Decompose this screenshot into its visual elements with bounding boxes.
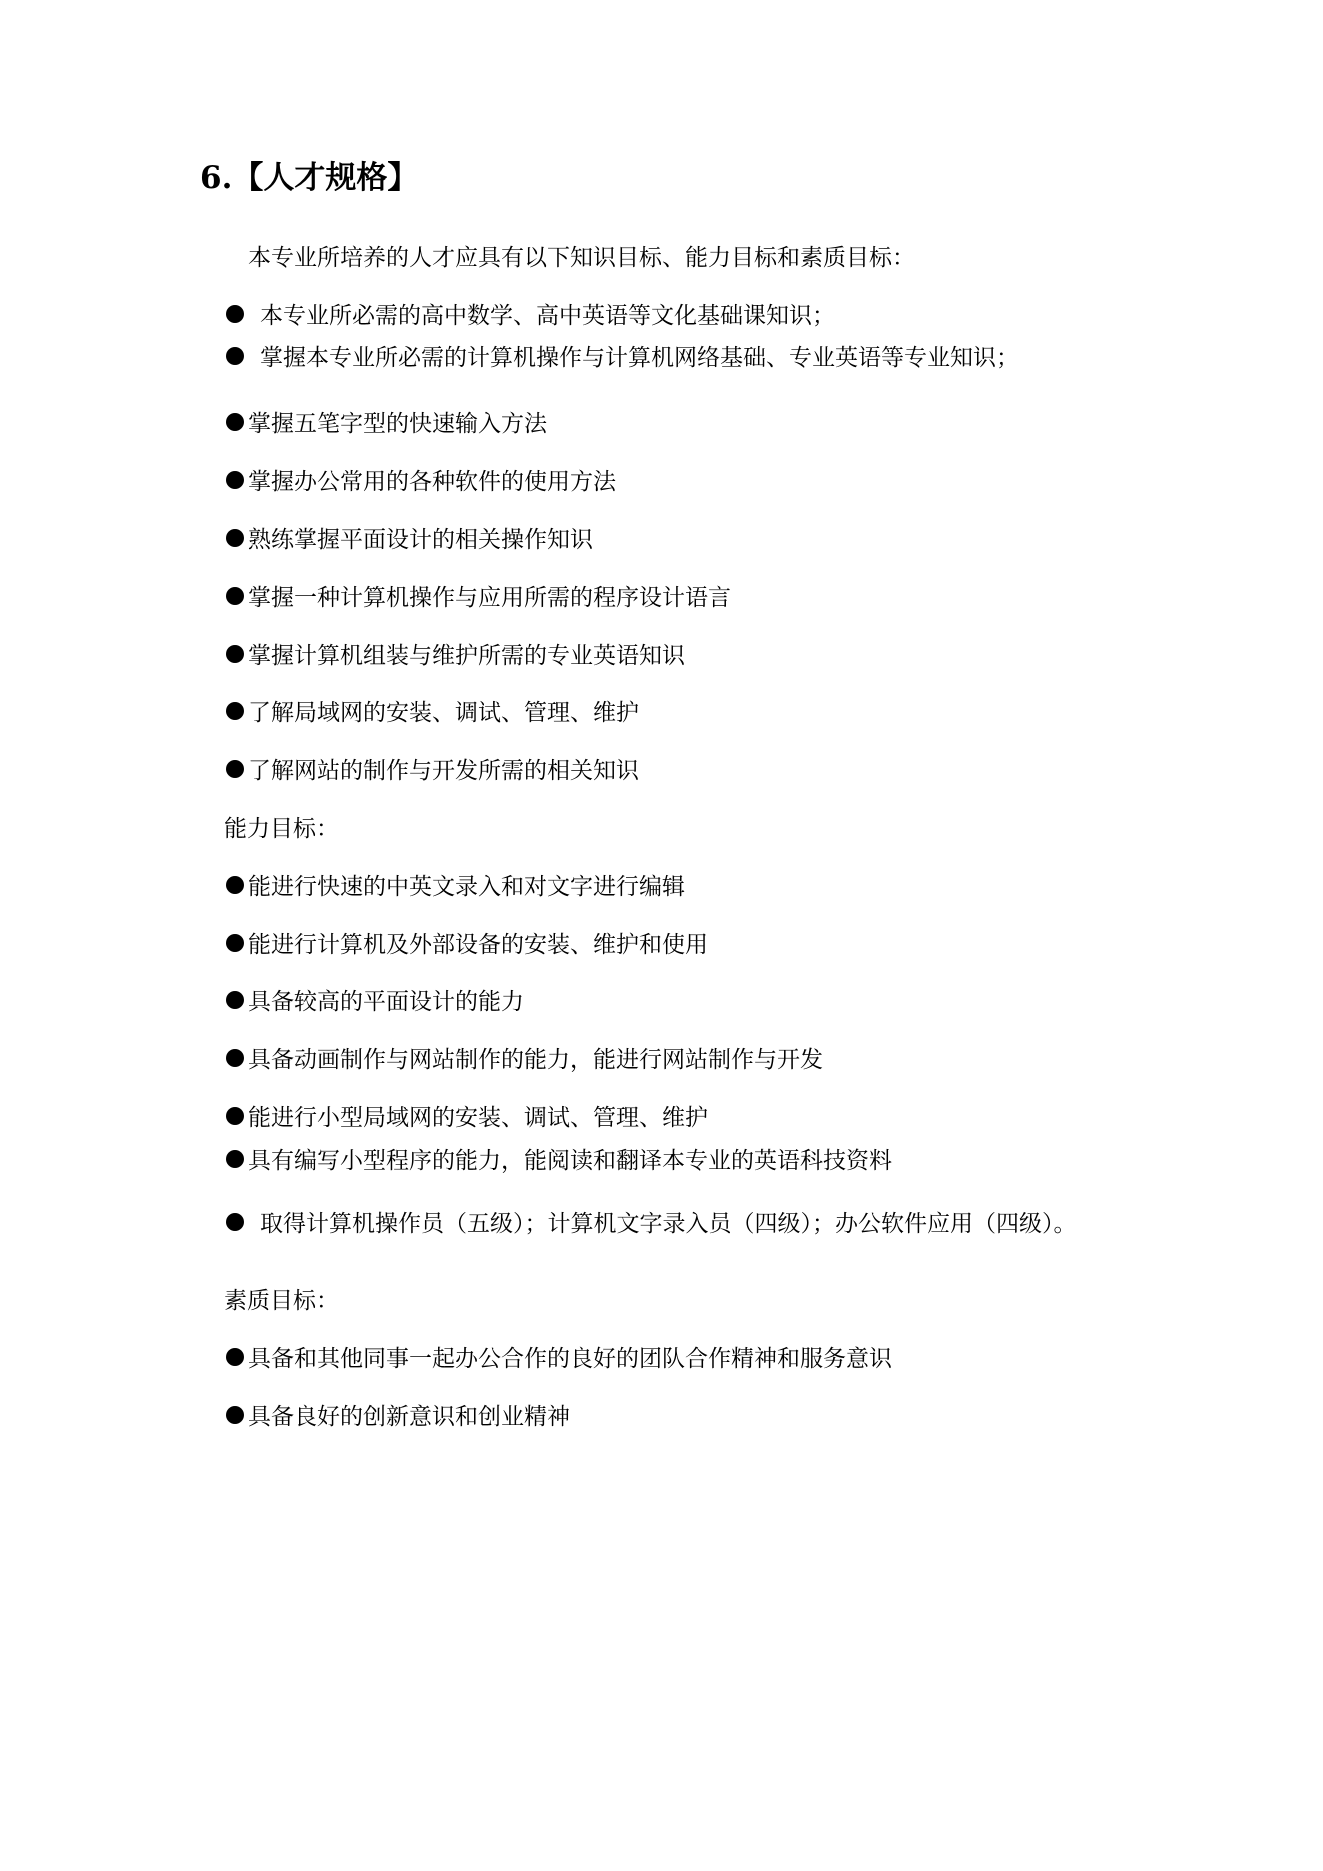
list-item: 具有编写小型程序的能力，能阅读和翻译本专业的英语科技资料 [224, 1145, 892, 1177]
bullet-icon [224, 873, 248, 897]
list-item: 能进行计算机及外部设备的安装、维护和使用 [224, 929, 708, 961]
list-item: 具备和其他同事一起办公合作的良好的团队合作精神和服务意识 [224, 1343, 892, 1375]
list-item: 掌握办公常用的各种软件的使用方法 [224, 466, 616, 498]
bullet-icon [224, 1104, 248, 1128]
bullet-icon [224, 642, 248, 666]
bullet-icon [224, 931, 248, 955]
bullet-icon [224, 1210, 248, 1234]
bullet-icon [224, 757, 248, 781]
list-item: 掌握五笔字型的快速输入方法 [224, 408, 547, 440]
section-heading: 6.【人才规格】 [200, 160, 419, 196]
list-item: 了解局域网的安装、调试、管理、维护 [224, 697, 639, 729]
list-item: 具备较高的平面设计的能力 [224, 986, 524, 1018]
bullet-icon [224, 988, 248, 1012]
list-item: 能进行小型局域网的安装、调试、管理、维护 [224, 1102, 708, 1134]
bullet-icon [224, 699, 248, 723]
bullet-icon [224, 468, 248, 492]
list-item: 熟练掌握平面设计的相关操作知识 [224, 524, 593, 556]
ability-label: 能力目标： [224, 816, 339, 842]
intro-paragraph: 本专业所培养的人才应具有以下知识目标、能力目标和素质目标： [248, 245, 915, 271]
bullet-icon [224, 1403, 248, 1427]
list-item: 掌握计算机组装与维护所需的专业英语知识 [224, 640, 685, 672]
bullet-icon [224, 1147, 248, 1171]
list-item: 取得计算机操作员（五级）；计算机文字录入员（四级）；办公软件应用（四级）。 [224, 1208, 1077, 1240]
quality-label: 素质目标： [224, 1288, 339, 1314]
list-item: 具备动画制作与网站制作的能力，能进行网站制作与开发 [224, 1044, 823, 1076]
bullet-icon [224, 526, 248, 550]
bullet-icon [224, 302, 248, 326]
bullet-icon [224, 344, 248, 368]
list-item: 具备良好的创新意识和创业精神 [224, 1401, 570, 1433]
bullet-icon [224, 1046, 248, 1070]
list-item: 本专业所必需的高中数学、高中英语等文化基础课知识； [224, 300, 835, 332]
bullet-icon [224, 584, 248, 608]
bullet-icon [224, 1345, 248, 1369]
list-item: 了解网站的制作与开发所需的相关知识 [224, 755, 639, 787]
list-item: 掌握本专业所必需的计算机操作与计算机网络基础、专业英语等专业知识； [224, 342, 1019, 374]
list-item: 掌握一种计算机操作与应用所需的程序设计语言 [224, 582, 731, 614]
bullet-icon [224, 410, 248, 434]
list-item: 能进行快速的中英文录入和对文字进行编辑 [224, 871, 685, 903]
